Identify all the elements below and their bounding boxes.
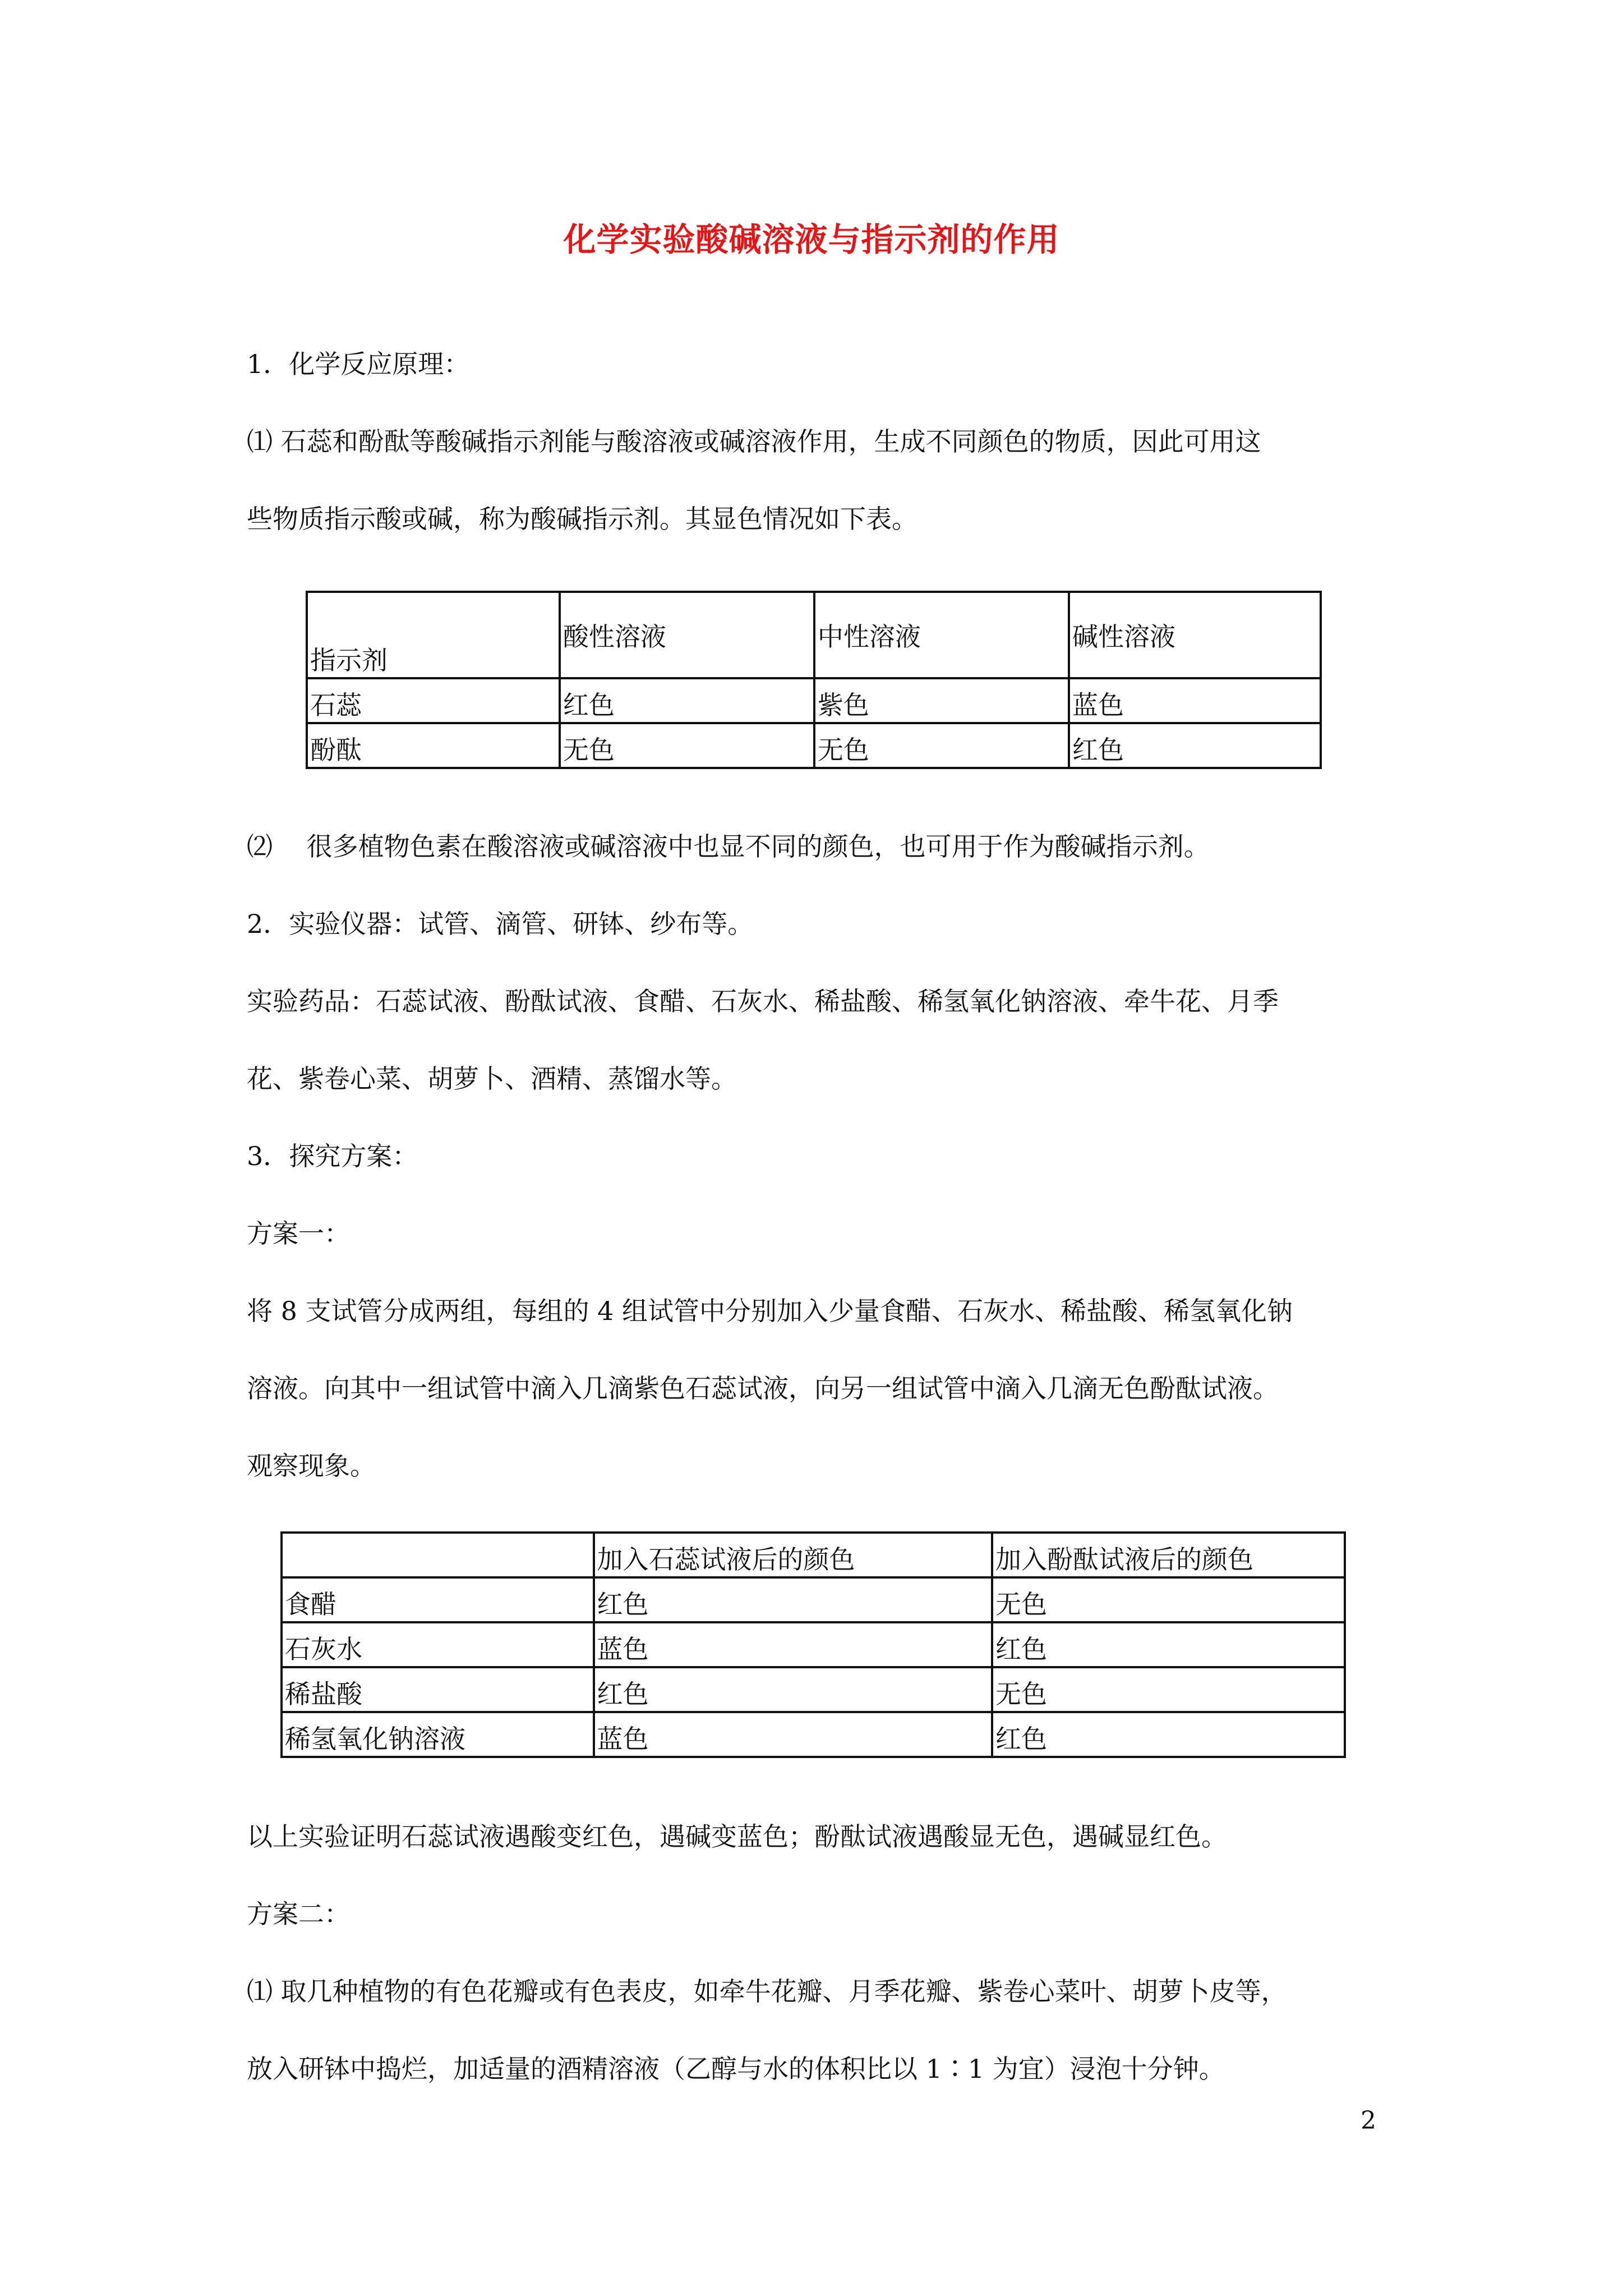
plan1-line2: 溶液。向其中一组试管中滴入几滴紫色石蕊试液，向另一组试管中滴入几滴无色酚酞试液。: [247, 1373, 1279, 1404]
header-cell-empty: [282, 1533, 594, 1577]
section1-heading: 1．化学反应原理：: [247, 349, 470, 379]
reagents-line2: 花、紫卷心菜、胡萝卜、酒精、蒸馏水等。: [247, 1064, 737, 1094]
table-row: [282, 1622, 1345, 1667]
section2-heading: 2．实验仪器：试管、滴管、研钵、纱布等。: [247, 909, 754, 939]
reagents-line1: 实验药品：石蕊试液、酚酞试液、食醋、石灰水、稀盐酸、稀氢氧化钠溶液、牵牛花、月季: [247, 986, 1279, 1016]
experiment-result-table: [280, 1531, 1346, 1758]
plan2-line1: ⑴ 取几种植物的有色花瓣或有色表皮，如牵牛花瓣、月季花瓣、紫卷心菜叶、胡萝卜皮等，: [247, 1976, 1287, 2007]
table-cell: 紫色: [814, 678, 1069, 723]
table-cell: 酚酞: [307, 723, 560, 768]
table-cell: 蓝色: [1069, 678, 1321, 723]
section3-heading: 3．探究方案：: [247, 1141, 418, 1171]
table-cell: 红色: [992, 1622, 1345, 1667]
table-cell: 稀盐酸: [282, 1667, 594, 1712]
table-row: [282, 1577, 1345, 1622]
principle-paragraph-line2: 些物质指示酸或碱，称为酸碱指示剂。其显色情况如下表。: [247, 504, 917, 534]
table-cell: 蓝色: [594, 1712, 992, 1757]
table-cell: 石灰水: [282, 1622, 594, 1667]
plan1-line3: 观察现象。: [247, 1451, 376, 1481]
table-cell: 无色: [992, 1577, 1345, 1622]
table-cell: 红色: [594, 1667, 992, 1712]
table-row: [282, 1667, 1345, 1712]
principle-paragraph-line1: ⑴ 石蕊和酚酞等酸碱指示剂能与酸溶液或碱溶液作用，生成不同颜色的物质，因此可用这: [247, 426, 1261, 457]
table-cell: 蓝色: [594, 1622, 992, 1667]
page-title: 化学实验酸碱溶液与指示剂的作用: [563, 220, 1060, 259]
plant-pigment-paragraph: ⑵ 很多植物色素在酸溶液或碱溶液中也显不同的颜色，也可用于作为酸碱指示剂。: [247, 831, 1210, 862]
header-cell-litmus: 加入石蕊试液后的颜色: [594, 1533, 992, 1577]
plan1-title: 方案一：: [247, 1218, 350, 1249]
table-cell: 食醋: [282, 1577, 594, 1622]
conclusion-paragraph: 以上实验证明石蕊试液遇酸变红色，遇碱变蓝色；酚酞试液遇酸显无色，遇碱显红色。: [247, 1821, 1227, 1852]
indicator-color-table: [306, 591, 1322, 769]
table-header-row: [307, 592, 1321, 678]
header-cell-neutral: 中性溶液: [814, 592, 1069, 678]
table-cell: 红色: [594, 1577, 992, 1622]
header-cell-basic: 碱性溶液: [1069, 592, 1321, 678]
table-cell: 稀氢氧化钠溶液: [282, 1712, 594, 1757]
table-cell: 无色: [992, 1667, 1345, 1712]
header-cell-indicator: 指示剂: [307, 592, 560, 678]
table-row: [282, 1712, 1345, 1757]
table-cell: 红色: [992, 1712, 1345, 1757]
table-cell: 红色: [1069, 723, 1321, 768]
page-number: 2: [1361, 2106, 1376, 2135]
table-cell: 红色: [560, 678, 814, 723]
table-cell: 无色: [814, 723, 1069, 768]
plan1-line1: 将 8 支试管分成两组，每组的 4 组试管中分别加入少量食醋、石灰水、稀盐酸、稀氢氧化钠: [247, 1296, 1293, 1326]
table-cell: 无色: [560, 723, 814, 768]
plan2-line2: 放入研钵中捣烂，加适量的酒精溶液（乙醇与水的体积比以 1∶1 为宜）浸泡十分钟。: [247, 2054, 1225, 2084]
header-cell-acidic: 酸性溶液: [560, 592, 814, 678]
plan2-title: 方案二：: [247, 1899, 350, 1929]
header-cell-phenolphthalein: 加入酚酞试液后的颜色: [992, 1533, 1345, 1577]
table-row: [307, 723, 1321, 768]
table-cell: 石蕊: [307, 678, 560, 723]
table-row: [307, 678, 1321, 723]
table-header-row: [282, 1533, 1345, 1577]
